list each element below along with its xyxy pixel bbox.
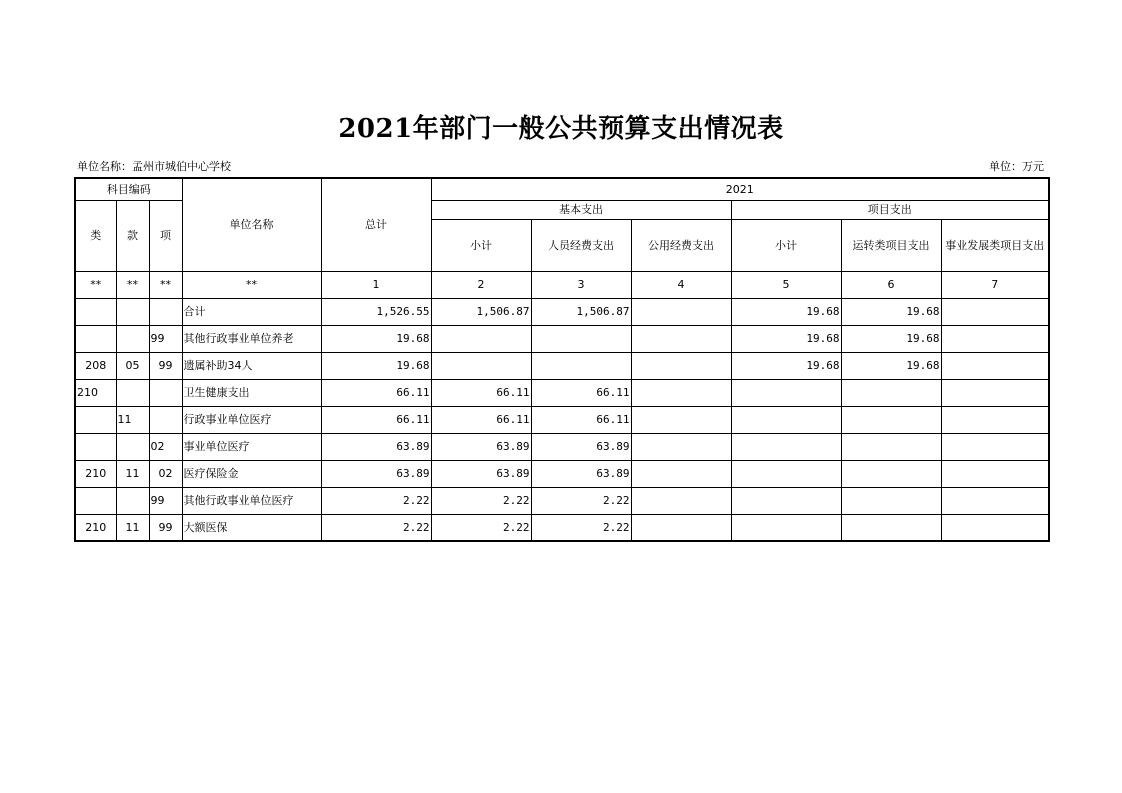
total-cell: 19.68	[321, 325, 431, 352]
section-code-cell: 05	[116, 352, 149, 379]
project-subtotal-cell	[731, 460, 841, 487]
item-code-cell: 99	[149, 352, 182, 379]
development-cell	[941, 514, 1049, 541]
index-cell: **	[75, 271, 116, 298]
total-cell: 66.11	[321, 406, 431, 433]
item-code-cell: 02	[149, 433, 182, 460]
header-row-1	[75, 178, 1049, 200]
class-header: 类	[75, 200, 116, 271]
public-cell	[631, 325, 731, 352]
table-row	[75, 298, 1049, 325]
page-title: 2021年部门一般公共预算支出情况表	[338, 114, 784, 144]
section-code-cell: 11	[116, 460, 149, 487]
operation-cell	[841, 487, 941, 514]
project-subtotal-cell	[731, 487, 841, 514]
basic-subtotal-cell: 2.22	[431, 487, 531, 514]
item-code-cell: 99	[149, 514, 182, 541]
item-code-cell: 99	[149, 325, 182, 352]
personnel-cell: 63.89	[531, 433, 631, 460]
table-row	[75, 514, 1049, 541]
development-cell	[941, 298, 1049, 325]
subject-code-header: 科目编码	[75, 178, 182, 200]
public-cell	[631, 406, 731, 433]
public-cell	[631, 352, 731, 379]
operation-cell: 19.68	[841, 352, 941, 379]
table-row	[75, 325, 1049, 352]
class-code-cell	[75, 325, 116, 352]
section-code-cell	[116, 379, 149, 406]
total-cell: 63.89	[321, 433, 431, 460]
development-cell	[941, 460, 1049, 487]
unit-name-cell: 卫生健康支出	[182, 379, 321, 406]
unit-name-cell: 大额医保	[182, 514, 321, 541]
development-header: 事业发展类项目支出	[941, 219, 1049, 271]
personnel-cell: 1,506.87	[531, 298, 631, 325]
unit-name-cell: 行政事业单位医疗	[182, 406, 321, 433]
personnel-cell: 63.89	[531, 460, 631, 487]
project-subtotal-cell	[731, 433, 841, 460]
section-code-cell: 11	[116, 514, 149, 541]
public-cell	[631, 433, 731, 460]
item-code-cell: 99	[149, 487, 182, 514]
development-cell	[941, 379, 1049, 406]
table-row	[75, 352, 1049, 379]
public-cell	[631, 298, 731, 325]
operation-cell: 19.68	[841, 325, 941, 352]
public-cell	[631, 487, 731, 514]
project-subtotal-cell: 19.68	[731, 352, 841, 379]
section-code-cell	[116, 433, 149, 460]
personnel-cell: 66.11	[531, 379, 631, 406]
index-cell: 3	[531, 271, 631, 298]
project-subtotal-cell	[731, 406, 841, 433]
basic-subtotal-cell: 1,506.87	[431, 298, 531, 325]
personnel-cell	[531, 352, 631, 379]
item-code-cell	[149, 298, 182, 325]
development-cell	[941, 325, 1049, 352]
public-cell	[631, 379, 731, 406]
class-code-cell: 210	[75, 514, 116, 541]
table-row	[75, 433, 1049, 460]
unit-name: 单位名称：孟州市城伯中心学校	[77, 160, 231, 173]
unit-name-cell: 医疗保险金	[182, 460, 321, 487]
unit-name-cell: 其他行政事业单位医疗	[182, 487, 321, 514]
item-header: 项	[149, 200, 182, 271]
index-cell: 4	[631, 271, 731, 298]
total-header: 总计	[321, 178, 431, 271]
index-cell: **	[149, 271, 182, 298]
project-subtotal-header: 小计	[731, 219, 841, 271]
basic-subtotal-header: 小计	[431, 219, 531, 271]
total-cell: 63.89	[321, 460, 431, 487]
year-header: 2021	[431, 178, 1049, 200]
basic-expense-header: 基本支出	[431, 200, 731, 219]
basic-subtotal-cell: 63.89	[431, 460, 531, 487]
total-cell: 66.11	[321, 379, 431, 406]
index-row	[75, 271, 1049, 298]
table-row	[75, 379, 1049, 406]
basic-subtotal-cell: 2.22	[431, 514, 531, 541]
basic-subtotal-cell	[431, 325, 531, 352]
index-cell: 5	[731, 271, 841, 298]
total-cell: 19.68	[321, 352, 431, 379]
item-code-cell: 02	[149, 460, 182, 487]
class-code-cell	[75, 487, 116, 514]
basic-subtotal-cell: 63.89	[431, 433, 531, 460]
development-cell	[941, 406, 1049, 433]
item-code-cell	[149, 379, 182, 406]
class-code-cell: 210	[75, 379, 116, 406]
table-row	[75, 487, 1049, 514]
unit-name-cell: 合计	[182, 298, 321, 325]
section-code-cell	[116, 325, 149, 352]
budget-table	[74, 177, 1050, 542]
operation-cell	[841, 514, 941, 541]
index-cell: **	[116, 271, 149, 298]
development-cell	[941, 487, 1049, 514]
index-cell: **	[182, 271, 321, 298]
section-header: 款	[116, 200, 149, 271]
personnel-cell	[531, 325, 631, 352]
operation-cell	[841, 433, 941, 460]
section-code-cell	[116, 487, 149, 514]
development-cell	[941, 433, 1049, 460]
section-code-cell: 11	[116, 406, 149, 433]
class-code-cell	[75, 406, 116, 433]
public-header: 公用经费支出	[631, 219, 731, 271]
project-subtotal-cell: 19.68	[731, 325, 841, 352]
unit-name-header: 单位名称	[182, 178, 321, 271]
personnel-header: 人员经费支出	[531, 219, 631, 271]
unit-name-cell: 其他行政事业单位养老	[182, 325, 321, 352]
item-code-cell	[149, 406, 182, 433]
basic-subtotal-cell: 66.11	[431, 379, 531, 406]
index-cell: 1	[321, 271, 431, 298]
total-cell: 2.22	[321, 487, 431, 514]
section-code-cell	[116, 298, 149, 325]
project-subtotal-cell	[731, 514, 841, 541]
index-cell: 6	[841, 271, 941, 298]
index-cell: 7	[941, 271, 1049, 298]
project-expense-header: 项目支出	[731, 200, 1049, 219]
basic-subtotal-cell	[431, 352, 531, 379]
public-cell	[631, 460, 731, 487]
project-subtotal-cell: 19.68	[731, 298, 841, 325]
currency-unit: 单位：万元	[989, 160, 1044, 173]
personnel-cell: 2.22	[531, 487, 631, 514]
operation-cell	[841, 460, 941, 487]
total-cell: 2.22	[321, 514, 431, 541]
index-cell: 2	[431, 271, 531, 298]
basic-subtotal-cell: 66.11	[431, 406, 531, 433]
personnel-cell: 2.22	[531, 514, 631, 541]
table-row	[75, 460, 1049, 487]
class-code-cell: 210	[75, 460, 116, 487]
class-code-cell	[75, 298, 116, 325]
operation-cell	[841, 406, 941, 433]
operation-cell: 19.68	[841, 298, 941, 325]
unit-name-cell: 事业单位医疗	[182, 433, 321, 460]
unit-name-cell: 遗属补助34人	[182, 352, 321, 379]
operation-cell	[841, 379, 941, 406]
class-code-cell: 208	[75, 352, 116, 379]
personnel-cell: 66.11	[531, 406, 631, 433]
development-cell	[941, 352, 1049, 379]
operation-header: 运转类项目支出	[841, 219, 941, 271]
project-subtotal-cell	[731, 379, 841, 406]
public-cell	[631, 514, 731, 541]
class-code-cell	[75, 433, 116, 460]
table-row	[75, 406, 1049, 433]
total-cell: 1,526.55	[321, 298, 431, 325]
